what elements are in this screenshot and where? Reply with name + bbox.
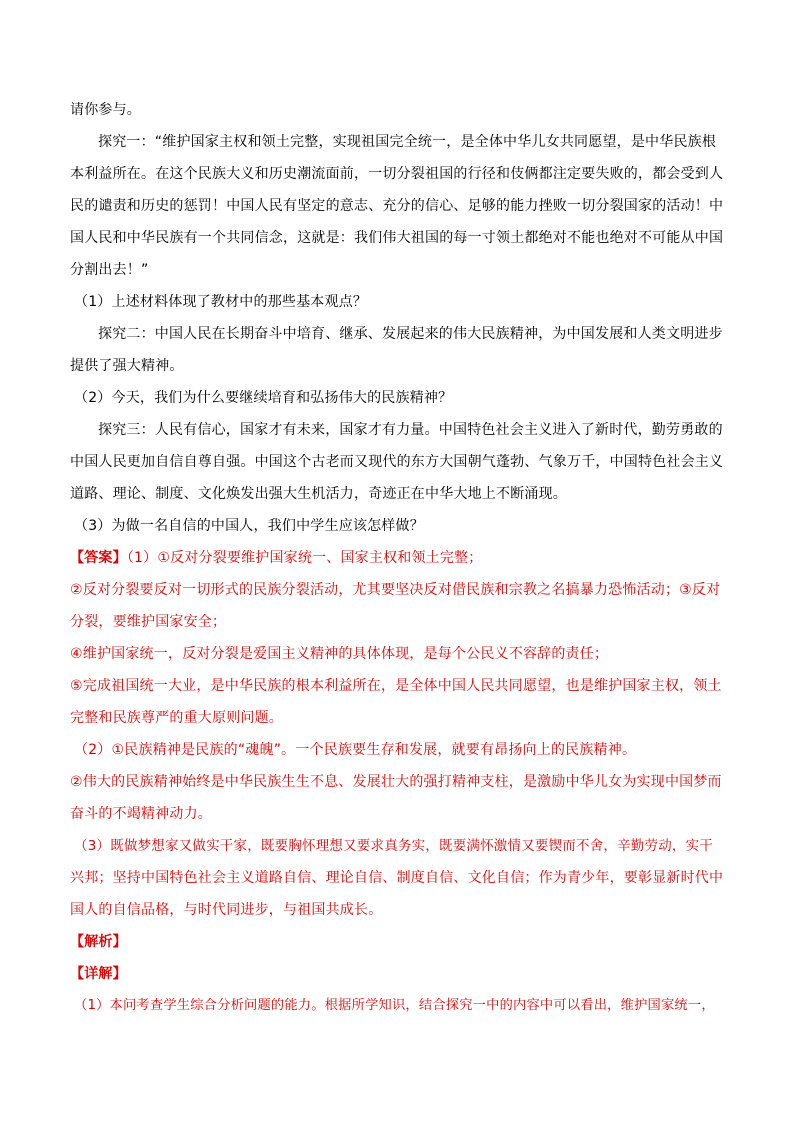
answer-line: ②反对分裂要反对一切形式的民族分裂活动，尤其要坚决反对借民族和宗教之名搞暴力恐怖活动；③反对 [70,582,721,598]
answer-tag: 【答案】 [70,550,127,566]
answer-line: 兴邦；坚持中国特色社会主义道路自信、理论自信、制度自信、文化自信；作为青少年，要彰显新时代中 [70,870,724,886]
text-line: 请你参与。 [70,102,141,118]
answer-line [70,548,482,568]
answer-text: （1）①反对分裂要维护国家统一、国家主权和领土完整； [126,550,483,566]
answer-line: ④维护国家统一，反对分裂是爱国主义精神的具体体现，是每个公民义不容辞的责任； [70,646,609,662]
analysis-tag: 【解析】 [70,934,127,950]
answer-line: ⑤完成祖国统一大业，是中华民族的根本利益所在，是全体中国人民共同愿望，也是维护国家主权，领土 [70,678,722,694]
text-line: 民的谴责和历史的惩罚！中国人民有坚定的意志、充分的信心、足够的能力挫败一切分裂国家的活动！中 [70,198,724,214]
text-line: 分割出去！” [70,262,149,278]
answer-line: ②伟大的民族精神始终是中华民族生生不息、发展壮大的强打精神支柱，是激励中华儿女为实现中国梦而 [70,774,722,790]
text-line: 本利益所在。在这个民族大义和历史潮流面前，一切分裂祖国的行径和伎俩都注定要失败的，都会受到人 [70,166,724,182]
detail-line: （1）本问考查学生综合分析问题的能力。根据所学知识，结合探究一中的内容中可以看出，维护国家统一， [74,998,715,1013]
answer-line: （3）既做梦想家又做实干家，既要胸怀理想又要求真务实，既要满怀激情又要锲而不舍，辛勤劳动，实干 [74,838,713,854]
answer-line: 分裂，要维护国家安全； [70,614,227,630]
text-line: 国人民和中华民族有一个共同信念，这就是：我们伟大祖国的每一寸领土都绝对不能也绝对不可能从中国 [70,230,724,246]
exploration-one-line: 探究一：“维护国家主权和领土完整，实现祖国完全统一，是全体中华儿女共同愿望，是中华民族根 [98,134,717,150]
exploration-three-line: 探究三：人民有信心，国家才有未来，国家才有力量。中国特色社会主义进入了新时代，勤劳勇敢的 [98,422,723,438]
text-line: 中国人民更加自信自尊自强。中国这个古老而又现代的东方大国朝气蓬勃、气象万千，中国特色社会主义 [70,454,724,470]
answer-line: 完整和民族尊严的重大原则问题。 [70,710,283,726]
detail-tag: 【详解】 [70,966,127,982]
answer-line: 奋斗的不竭精神动力。 [70,806,212,822]
exploration-two-line: 探究二：中国人民在长期奋斗中培育、继承、发展起来的伟大民族精神，为中国发展和人类文明进步 [98,326,723,342]
text-line: 提供了强大精神。 [70,358,184,374]
question-3: （3）为做一名自信的中国人，我们中学生应该怎样做？ [74,518,424,534]
question-2: （2）今天，我们为什么要继续培育和弘扬伟大的民族精神？ [74,390,453,406]
answer-line: （2）①民族精神是民族的“魂魄”。一个民族要生存和发展，就要有昂扬向上的民族精神。 [74,742,637,758]
question-1: （1）上述材料体现了教材中的那些基本观点？ [74,294,368,310]
answer-line: 国人的自信品格，与时代同进步，与祖国共成长。 [70,902,383,918]
text-line: 道路、理论、制度、文化焕发出强大生机活力，奇迹正在中华大地上不断涌现。 [70,486,567,502]
